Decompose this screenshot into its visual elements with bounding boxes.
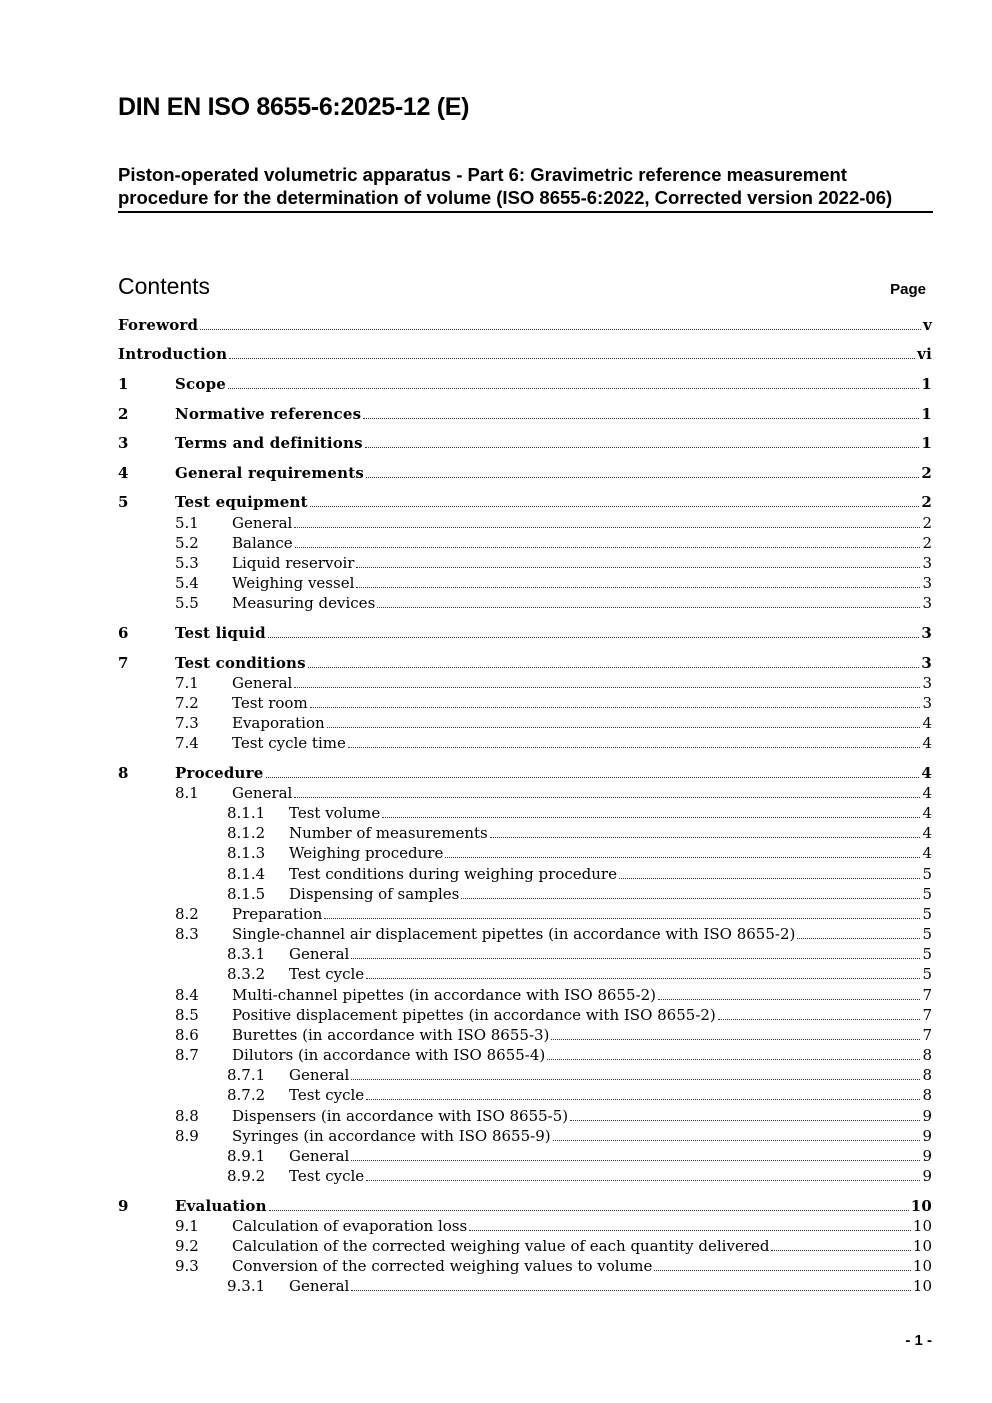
toc-entry-page: 2	[921, 464, 932, 482]
toc-entry-title: Preparation	[232, 905, 323, 923]
toc-entry-page: vi	[917, 345, 932, 363]
toc-entry-number: 3	[118, 434, 129, 452]
toc-entry-title: Foreword	[118, 316, 199, 334]
dot-leader	[308, 667, 920, 668]
toc-entry-title: Introduction	[118, 345, 228, 363]
dot-leader	[310, 707, 921, 708]
dot-leader	[228, 388, 919, 389]
toc-entry-number: 1	[118, 375, 129, 393]
toc-entry-page: 5	[922, 865, 932, 883]
toc-entry-number: 8.1.1	[227, 804, 266, 822]
document-title: Piston-operated volumetric apparatus - Part 6: Gravimetric reference measurement procedure for the determination of volume (ISO 8655-6:2022, Corrected version 2022-06)	[118, 163, 933, 213]
toc-entry[interactable]	[118, 803, 932, 823]
toc-entry-title: General	[232, 514, 293, 532]
toc-entry-page: 5	[922, 925, 932, 943]
toc-entry-number: 8.7	[175, 1046, 199, 1064]
toc-entry[interactable]	[118, 1005, 932, 1025]
toc-entry-number: 8.9	[175, 1127, 199, 1145]
dot-leader	[718, 1019, 921, 1020]
page-column-label: Page	[890, 281, 926, 298]
dot-leader	[294, 797, 920, 798]
toc-entry-title: Weighing vessel	[232, 574, 355, 592]
toc-entry[interactable]	[118, 823, 932, 843]
dot-leader	[461, 898, 920, 899]
toc-entry-title: General	[289, 945, 350, 963]
dot-leader	[269, 1210, 909, 1211]
toc-entry-title: General	[232, 784, 293, 802]
toc-entry-number: 8.2	[175, 905, 199, 923]
toc-entry[interactable]	[118, 713, 932, 733]
dot-leader	[797, 938, 920, 939]
dot-leader	[324, 918, 920, 919]
toc-entry-number: 8.7.2	[227, 1086, 266, 1104]
toc-entry-page: 5	[922, 905, 932, 923]
toc-entry-page: 4	[922, 824, 932, 842]
dot-leader	[351, 958, 920, 959]
toc-entry-number: 9.3	[175, 1257, 199, 1275]
dot-leader	[366, 1180, 920, 1181]
toc-entry[interactable]	[118, 433, 932, 453]
toc-entry[interactable]	[118, 673, 932, 693]
dot-leader	[490, 837, 921, 838]
toc-entry[interactable]	[118, 1126, 932, 1146]
dot-leader	[553, 1140, 921, 1141]
toc-entry-title: Positive displacement pipettes (in accordance with ISO 8655-2)	[232, 1006, 716, 1024]
toc-entry[interactable]	[118, 864, 932, 884]
toc-entry[interactable]	[118, 1216, 932, 1236]
toc-entry-title: Burettes (in accordance with ISO 8655-3)	[232, 1026, 550, 1044]
toc-entry-title: Scope	[175, 375, 227, 393]
toc-entry-page: 10	[910, 1197, 932, 1215]
toc-entry-title: Liquid reservoir	[232, 554, 355, 572]
dot-leader	[356, 567, 920, 568]
toc-entry-title: Test liquid	[175, 624, 266, 642]
toc-entry-number: 9.1	[175, 1217, 199, 1235]
toc-entry[interactable]	[118, 463, 932, 483]
toc-entry[interactable]	[118, 884, 932, 904]
toc-entry-page: 7	[922, 1026, 932, 1044]
toc-entry-page: 2	[921, 493, 932, 511]
toc-entry-page: 3	[921, 624, 932, 642]
toc-entry-page: 3	[921, 654, 932, 672]
toc-entry-number: 8.9.1	[227, 1147, 266, 1165]
toc-entry[interactable]	[118, 573, 932, 593]
toc-entry-page: 9	[922, 1107, 932, 1125]
dot-leader	[366, 1099, 920, 1100]
toc-entry-title: Single-channel air displacement pipettes (in accordance with ISO 8655-2)	[232, 925, 796, 943]
dot-leader	[351, 1160, 920, 1161]
toc-entry[interactable]	[118, 653, 932, 673]
toc-entry[interactable]	[118, 513, 932, 533]
toc-entry-page: 5	[922, 945, 932, 963]
toc-entry-number: 8.1.4	[227, 865, 266, 883]
toc-entry-title: Conversion of the corrected weighing values to volume	[232, 1257, 653, 1275]
dot-leader	[469, 1230, 911, 1231]
toc-entry-title: Procedure	[175, 764, 264, 782]
toc-entry-number: 7.3	[175, 714, 199, 732]
toc-entry-title: Test cycle	[289, 1086, 365, 1104]
toc-entry-page: 2	[922, 514, 932, 532]
toc-entry-number: 8.8	[175, 1107, 199, 1125]
toc-entry-number: 7.1	[175, 674, 199, 692]
dot-leader	[229, 358, 915, 359]
toc-entry-page: 10	[912, 1217, 932, 1235]
toc-entry-title: Normative references	[175, 405, 362, 423]
toc-entry[interactable]	[118, 964, 932, 984]
toc-entry-page: 8	[922, 1066, 932, 1084]
toc-entry-title: Test conditions during weighing procedure	[289, 865, 617, 883]
toc-entry[interactable]	[118, 1025, 932, 1045]
dot-leader	[200, 329, 921, 330]
toc-entry-number: 8.1	[175, 784, 199, 802]
toc-entry[interactable]	[118, 404, 932, 424]
toc-entry-number: 8.5	[175, 1006, 199, 1024]
toc-entry-number: 5.4	[175, 574, 199, 592]
toc-entry-page: 4	[922, 784, 932, 802]
contents-heading: Contents	[118, 273, 211, 299]
toc-entry-number: 5.3	[175, 554, 199, 572]
dot-leader	[365, 447, 920, 448]
toc-entry[interactable]	[118, 553, 932, 573]
toc-entry-number: 9	[118, 1197, 129, 1215]
toc-entry[interactable]	[118, 1166, 932, 1186]
toc-entry[interactable]	[118, 374, 932, 394]
dot-leader	[366, 978, 920, 979]
dot-leader	[547, 1059, 920, 1060]
dot-leader	[294, 527, 920, 528]
toc-entry-page: 8	[922, 1086, 932, 1104]
toc-entry-page: 4	[922, 734, 932, 752]
toc-entry-page: 1	[921, 434, 932, 452]
toc-entry-title: Multi-channel pipettes (in accordance with ISO 8655-2)	[232, 986, 657, 1004]
toc-entry-title: Measuring devices	[232, 594, 376, 612]
toc-entry[interactable]	[118, 1276, 932, 1296]
toc-entry[interactable]	[118, 1256, 932, 1276]
toc-entry[interactable]	[118, 492, 932, 512]
dot-leader	[382, 817, 920, 818]
toc-entry-title: Test cycle time	[232, 734, 346, 752]
dot-leader	[310, 506, 920, 507]
toc-entry-number: 8.3.1	[227, 945, 266, 963]
toc-entry[interactable]	[118, 693, 932, 713]
toc-entry-page: 2	[922, 534, 932, 552]
toc-entry-number: 8.1.2	[227, 824, 266, 842]
toc-entry-number: 7	[118, 654, 129, 672]
toc-entry-title: Test room	[232, 694, 308, 712]
dot-leader	[619, 878, 921, 879]
toc-entry-number: 8.1.5	[227, 885, 266, 903]
toc-entry[interactable]	[118, 924, 932, 944]
dot-leader	[295, 547, 921, 548]
toc-entry-number: 8.4	[175, 986, 199, 1004]
toc-entry-page: 3	[922, 694, 932, 712]
toc-entry[interactable]	[118, 1196, 932, 1216]
toc-entry[interactable]	[118, 985, 932, 1005]
toc-entry-number: 6	[118, 624, 129, 642]
toc-entry-title: Number of measurements	[289, 824, 488, 842]
toc-entry-title: General requirements	[175, 464, 365, 482]
toc-entry-number: 8	[118, 764, 129, 782]
toc-entry-page: 3	[922, 554, 932, 572]
toc-entry-page: 3	[922, 674, 932, 692]
toc-entry[interactable]	[118, 623, 932, 643]
dot-leader	[771, 1250, 910, 1251]
dot-leader	[551, 1039, 920, 1040]
toc-entry-number: 4	[118, 464, 129, 482]
toc-entry-page: 3	[922, 594, 932, 612]
toc-entry-page: 7	[922, 986, 932, 1004]
dot-leader	[356, 587, 920, 588]
toc-entry-number: 8.1.3	[227, 844, 266, 862]
toc-entry[interactable]	[118, 944, 932, 964]
toc-entry-page: 4	[921, 764, 932, 782]
toc-entry-title: Balance	[232, 534, 293, 552]
dot-leader	[351, 1290, 911, 1291]
toc-entry[interactable]	[118, 1045, 932, 1065]
toc-entry-number: 5.5	[175, 594, 199, 612]
toc-entry[interactable]	[118, 533, 932, 553]
toc-entry-title: Test equipment	[175, 493, 308, 511]
toc-entry-page: 9	[922, 1147, 932, 1165]
dot-leader	[348, 747, 921, 748]
toc-entry-page: 4	[922, 844, 932, 862]
toc-entry-page: 10	[912, 1237, 932, 1255]
dot-leader	[268, 637, 920, 638]
dot-leader	[266, 777, 920, 778]
dot-leader	[445, 857, 920, 858]
dot-leader	[654, 1270, 911, 1271]
toc-entry-page: 8	[922, 1046, 932, 1064]
toc-entry-page: 1	[921, 375, 932, 393]
toc-entry-number: 7.2	[175, 694, 199, 712]
toc-entry-page: 9	[922, 1127, 932, 1145]
dot-leader	[658, 999, 920, 1000]
page-number: - 1 -	[905, 1332, 932, 1349]
toc-entry-page: 3	[922, 574, 932, 592]
toc-entry-title: Calculation of the corrected weighing value of each quantity delivered	[232, 1237, 770, 1255]
dot-leader	[366, 477, 919, 478]
toc-entry-title: Calculation of evaporation loss	[232, 1217, 468, 1235]
toc-entry-title: Evaporation	[232, 714, 325, 732]
toc-entry-page: 1	[921, 405, 932, 423]
toc-entry-title: Terms and definitions	[175, 434, 363, 452]
toc-entry-title: General	[289, 1066, 350, 1084]
toc-entry[interactable]	[118, 1106, 932, 1126]
toc-entry-title: Dilutors (in accordance with ISO 8655-4)	[232, 1046, 546, 1064]
toc-entry-title: Test volume	[289, 804, 381, 822]
toc-entry[interactable]	[118, 315, 932, 335]
toc-entry-number: 8.6	[175, 1026, 199, 1044]
toc-entry[interactable]	[118, 1236, 932, 1256]
toc-entry-number: 5.1	[175, 514, 199, 532]
toc-entry-title: General	[289, 1147, 350, 1165]
toc-entry-page: 5	[922, 885, 932, 903]
toc-entry-title: Test cycle	[289, 1167, 365, 1185]
toc-entry-title: Weighing procedure	[289, 844, 444, 862]
standard-identifier: DIN EN ISO 8655-6:2025-12 (E)	[118, 93, 470, 121]
toc-entry-page: 5	[922, 965, 932, 983]
toc-entry-title: Syringes (in accordance with ISO 8655-9)	[232, 1127, 551, 1145]
dot-leader	[327, 727, 921, 728]
toc-entry[interactable]	[118, 763, 932, 783]
toc-entry-number: 8.7.1	[227, 1066, 266, 1084]
toc-entry[interactable]	[118, 783, 932, 803]
toc-entry-page: 4	[922, 714, 932, 732]
dot-leader	[377, 607, 920, 608]
toc-entry-page: 7	[922, 1006, 932, 1024]
toc-entry-number: 8.3	[175, 925, 199, 943]
dot-leader	[351, 1079, 920, 1080]
toc-entry-page: 10	[912, 1277, 932, 1295]
toc-entry-title: Dispensers (in accordance with ISO 8655-5)	[232, 1107, 569, 1125]
toc-entry[interactable]	[118, 733, 932, 753]
toc-entry-number: 5.2	[175, 534, 199, 552]
toc-entry-title: Evaluation	[175, 1197, 267, 1215]
toc-entry-title: Test cycle	[289, 965, 365, 983]
toc-entry-title: Dispensing of samples	[289, 885, 460, 903]
toc-entry-page: 4	[922, 804, 932, 822]
toc-entry-number: 9.2	[175, 1237, 199, 1255]
toc-entry-number: 7.4	[175, 734, 199, 752]
toc-entry[interactable]	[118, 904, 932, 924]
toc-entry[interactable]	[118, 1085, 932, 1105]
toc-entry-page: 10	[912, 1257, 932, 1275]
toc-entry-title: General	[289, 1277, 350, 1295]
toc-entry-page: 9	[922, 1167, 932, 1185]
toc-entry-number: 8.3.2	[227, 965, 266, 983]
dot-leader	[363, 418, 919, 419]
toc-entry[interactable]	[118, 593, 932, 613]
toc-entry-number: 9.3.1	[227, 1277, 266, 1295]
toc-entry[interactable]	[118, 1065, 932, 1085]
toc-entry[interactable]	[118, 1146, 932, 1166]
toc-entry-number: 2	[118, 405, 129, 423]
toc-entry[interactable]	[118, 843, 932, 863]
toc-entry-title: General	[232, 674, 293, 692]
toc-entry-title: Test conditions	[175, 654, 306, 672]
toc-entry-number: 8.9.2	[227, 1167, 266, 1185]
toc-entry[interactable]	[118, 344, 932, 364]
dot-leader	[294, 687, 920, 688]
toc-entry-number: 5	[118, 493, 129, 511]
dot-leader	[570, 1120, 920, 1121]
toc-entry-page: v	[923, 316, 932, 334]
